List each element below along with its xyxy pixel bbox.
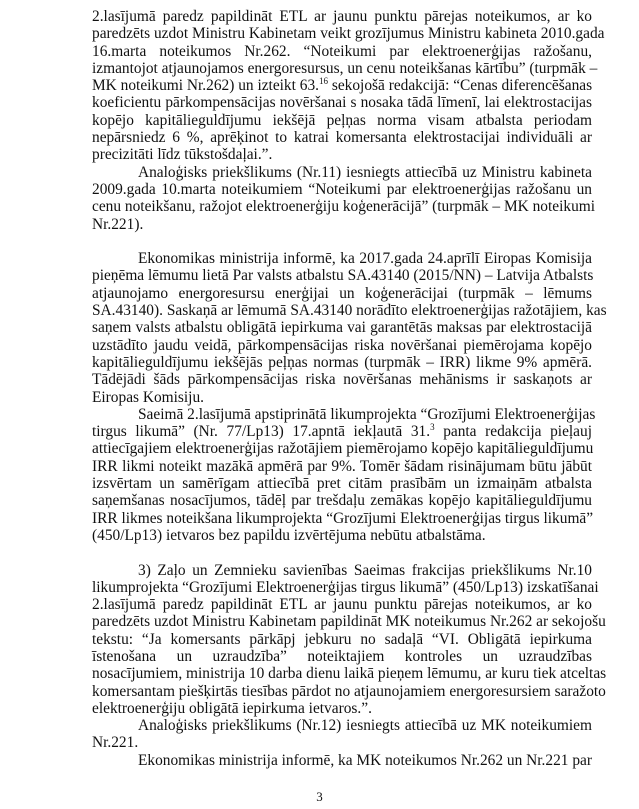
text-line: Eiropas Komisiju. xyxy=(92,388,205,406)
paragraph xyxy=(92,717,592,752)
text-line: saņemšanas nosacījumos, tādēļ par trešdaļu zemākas kopējo kapitālieguldījumu xyxy=(92,492,592,510)
text-line: 2009.gada 10.marta noteikumiem “Noteikumi par elektroenerģijas ražošanu un xyxy=(92,180,592,198)
text-line: Analoģisks priekšlikums (Nr.12) iesniegts attiecībā uz MK noteikumiem xyxy=(138,717,592,735)
text-line: Nr.221). xyxy=(92,215,144,233)
text-line: cenu noteikšanu, ražojot elektroenerģiju koģenerācijā” (turpmāk – MK noteikumi xyxy=(92,198,596,216)
paragraph xyxy=(92,8,605,164)
text-line: uzstādīto jaudu veidā, pārkompensācijas riska novēršanai piemērojama kopējo xyxy=(92,336,592,354)
text-segment: sekojošā redakcijā: “Cenas diferencēšanas xyxy=(328,77,593,95)
text-line: Saeimā 2.lasījumā apstiprinātā likumprojekta “Grozījumi Elektroenerģijas xyxy=(138,405,596,423)
text-line: 2.lasījumā paredz papildināt ETL ar jaunu punktu pārejas noteikumos, ar ko xyxy=(92,596,592,614)
text-line: elektroenerģiju obligātā iepirkuma ietvaros.”. xyxy=(92,699,372,717)
paragraph xyxy=(92,405,596,544)
paragraph xyxy=(92,163,596,233)
text-line: SA.43140). Saskaņā ar lēmumā SA.43140 norādīto elektroenerģijas ražotājiem, kas xyxy=(92,302,607,320)
text-line: paredzēts uzdot Ministru Kabinetam veikt grozījumus Ministru kabineta 2010.gada xyxy=(92,25,605,43)
document-body xyxy=(92,8,607,769)
text-line: precizitāti līdz tūkstošdaļai.”. xyxy=(92,146,273,164)
text-line: Ekonomikas ministrija informē, ka 2017.gada 24.aprīlī Eiropas Komisija xyxy=(138,250,592,268)
text-line: komersantam piešķirtās tiesības pārdot no atjaunojamiem energoresursiem saražoto xyxy=(92,682,606,700)
text-line: tekstu: “Ja komersants pārkāpj jebkuru no sadaļā “VI. Obligātā iepirkuma xyxy=(92,630,592,648)
paragraph xyxy=(92,752,592,769)
text-line: Tādējādi šāds pārkompensācijas riska novēršanas mehānisms ir saskaņots ar xyxy=(92,371,592,389)
text-line: kapitālieguldījumu iekšējās peļņas normas (turpmāk – IRR) likme 9% apmērā. xyxy=(92,353,592,371)
text-segment: panta redakcija pieļauj xyxy=(434,423,592,441)
paragraph xyxy=(92,250,607,406)
text-line xyxy=(92,77,592,94)
text-line: koeficientu pārkompensācijas novēršanai s nosaka tādā līmenī, lai elektrostacijas xyxy=(92,94,592,112)
text-line: Ekonomikas ministrija informē, ka MK noteikumos Nr.262 un Nr.221 par xyxy=(138,751,592,769)
text-line: izmantojot atjaunojamos energoresursus, un cenu noteikšanas kārtību” (turpmāk – xyxy=(92,59,598,77)
text-line: IRR likmes noteikšana likumprojekta “Grozījumi Elektroenerģijas tirgus likumā” xyxy=(92,509,594,527)
text-line: paredzēts uzdot Ministru Kabinetam papildināt MK noteikumus Nr.262 ar sekojošu xyxy=(92,613,606,631)
page-number: 3 xyxy=(316,789,323,804)
footnote-superscript: 16 xyxy=(319,76,328,87)
text-line: attiecīgajiem elektroenerģijas ražotājiem piemērojamo kopējo kapitālieguldījumu xyxy=(92,440,594,458)
text-line: izsvērtam un samērīgam attiecībā pret citām prasībām un izmaiņām atbalsta xyxy=(92,475,592,493)
text-segment: MK noteikumi Nr.262) un izteikt 63. xyxy=(92,77,319,95)
footnote-superscript: 3 xyxy=(430,422,435,433)
text-line: IRR likmi noteikt mazākā apmērā par 9%. Tomēr šādam risinājumam būtu jābūt xyxy=(92,457,592,475)
text-line xyxy=(92,423,592,440)
text-line: (450/Lp13) ietvaros bez papildu izvērtējuma nebūtu atbalstāma. xyxy=(92,526,486,544)
text-line: nepārsniedz 6 %, aprēķinot to katrai komersanta elektrostacijai individuāli ar xyxy=(92,129,592,147)
text-line: kopējo kapitālieguldījumu iekšējā peļņas norma visam atbalsta periodam xyxy=(92,111,592,129)
text-line: īstenošana un uzraudzība” noteiktajiem kontroles un uzraudzības xyxy=(92,647,592,665)
text-line: nosacījumiem, ministrija 10 darba dienu laikā pieņem lēmumu, ar kuru tiek atceltas xyxy=(92,665,607,683)
text-line: 3) Zaļo un Zemnieku savienības Saeimas frakcijas priekšlikums Nr.10 xyxy=(138,561,592,579)
text-line: pieņēma lēmumu lietā Par valsts atbalstu SA.43140 (2015/NN) – Latvija Atbalsts xyxy=(92,267,594,285)
text-line: Analoģisks priekšlikums (Nr.11) iesniegts attiecībā uz Ministru kabineta xyxy=(138,163,592,181)
text-line: 16.marta noteikumos Nr.262. “Noteikumi par elektroenerģijas ražošanu, xyxy=(92,42,592,60)
text-line: atjaunojamo energoresursu enerģijai un koģenerācijai (turpmāk – lēmums xyxy=(92,284,592,302)
text-line: Nr.221. xyxy=(92,734,139,752)
paragraph xyxy=(92,561,607,718)
text-line: likumprojekta “Grozījumi Elektroenerģijas tirgus likumā” (450/Lp13) izskatīšanai xyxy=(92,578,599,596)
text-segment: tirgus likumā” (Nr. 77/Lp13) 17.apntā iekļautā 31. xyxy=(92,423,431,441)
text-line: saņem valsts atbalstu obligātā iepirkuma vai garantētās maksas par elektrostacijā xyxy=(92,319,592,337)
text-line: 2.lasījumā paredz papildināt ETL ar jaunu punktu pārejas noteikumos, ar ko xyxy=(92,8,592,25)
